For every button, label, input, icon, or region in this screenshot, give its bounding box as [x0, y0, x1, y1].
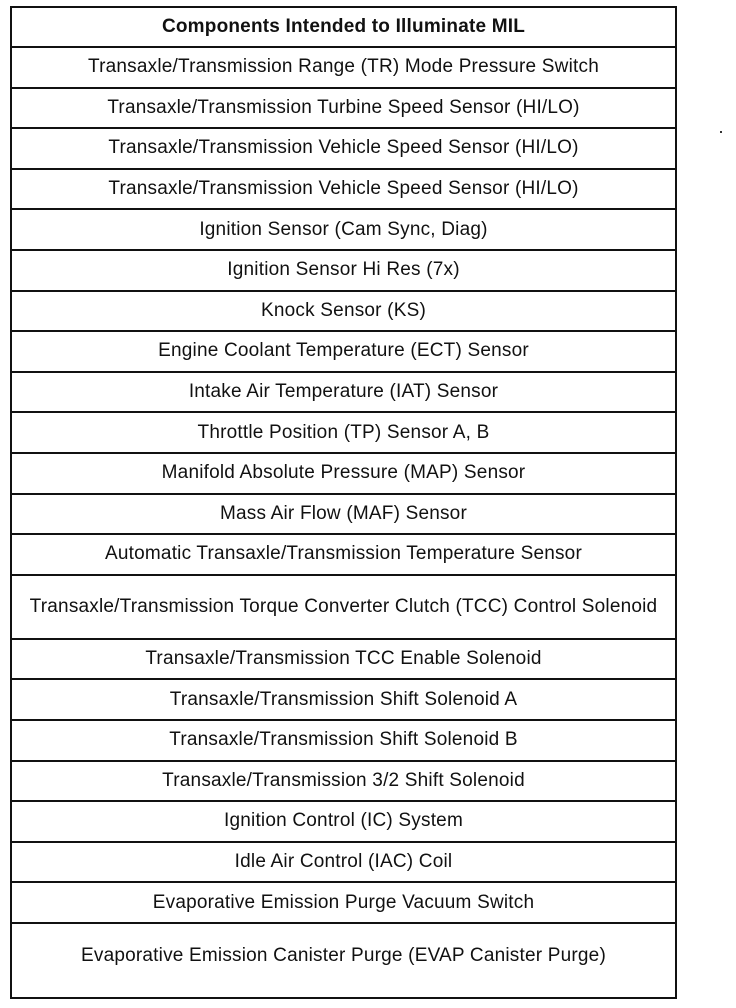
- table-row-ignition-sensor-hi-res: Ignition Sensor Hi Res (7x): [12, 251, 675, 292]
- table-row-ignition-sensor-cam-sync: Ignition Sensor (Cam Sync, Diag): [12, 210, 675, 251]
- table-row-shift-solenoid-b: Transaxle/Transmission Shift Solenoid B: [12, 721, 675, 762]
- table-row-tp-sensor: Throttle Position (TP) Sensor A, B: [12, 413, 675, 454]
- table-row-vehicle-speed-sensor-2: Transaxle/Transmission Vehicle Speed Sensor (HI/LO): [12, 170, 675, 211]
- table-row-evap-purge-vacuum-switch: Evaporative Emission Purge Vacuum Switch: [12, 883, 675, 924]
- table-row-ignition-control-system: Ignition Control (IC) System: [12, 802, 675, 843]
- table-row-iac-coil: Idle Air Control (IAC) Coil: [12, 843, 675, 884]
- table-row-3-2-shift-solenoid: Transaxle/Transmission 3/2 Shift Solenoid: [12, 762, 675, 803]
- table-row-shift-solenoid-a: Transaxle/Transmission Shift Solenoid A: [12, 680, 675, 721]
- table-row-iat-sensor: Intake Air Temperature (IAT) Sensor: [12, 373, 675, 414]
- table-row-vehicle-speed-sensor-1: Transaxle/Transmission Vehicle Speed Sensor (HI/LO): [12, 129, 675, 170]
- components-table: [10, 6, 677, 999]
- table-row-transmission-temperature-sensor: Automatic Transaxle/Transmission Temperature Sensor: [12, 535, 675, 576]
- table-row-tcc-enable-solenoid: Transaxle/Transmission TCC Enable Solenoid: [12, 640, 675, 681]
- table-row-map-sensor: Manifold Absolute Pressure (MAP) Sensor: [12, 454, 675, 495]
- table-row-turbine-speed-sensor: Transaxle/Transmission Turbine Speed Sensor (HI/LO): [12, 89, 675, 130]
- table-row-tr-mode-pressure-switch: Transaxle/Transmission Range (TR) Mode Pressure Switch: [12, 48, 675, 89]
- table-row-tcc-control-solenoid: Transaxle/Transmission Torque Converter Clutch (TCC) Control Solenoid: [12, 576, 675, 640]
- scan-speck: [720, 131, 722, 133]
- table-header: Components Intended to Illuminate MIL: [12, 8, 675, 48]
- table-row-knock-sensor: Knock Sensor (KS): [12, 292, 675, 333]
- table-row-evap-canister-purge: Evaporative Emission Canister Purge (EVAP Canister Purge): [81, 944, 606, 966]
- table-row-ect-sensor: Engine Coolant Temperature (ECT) Sensor: [12, 332, 675, 373]
- table-row-maf-sensor: Mass Air Flow (MAF) Sensor: [12, 495, 675, 536]
